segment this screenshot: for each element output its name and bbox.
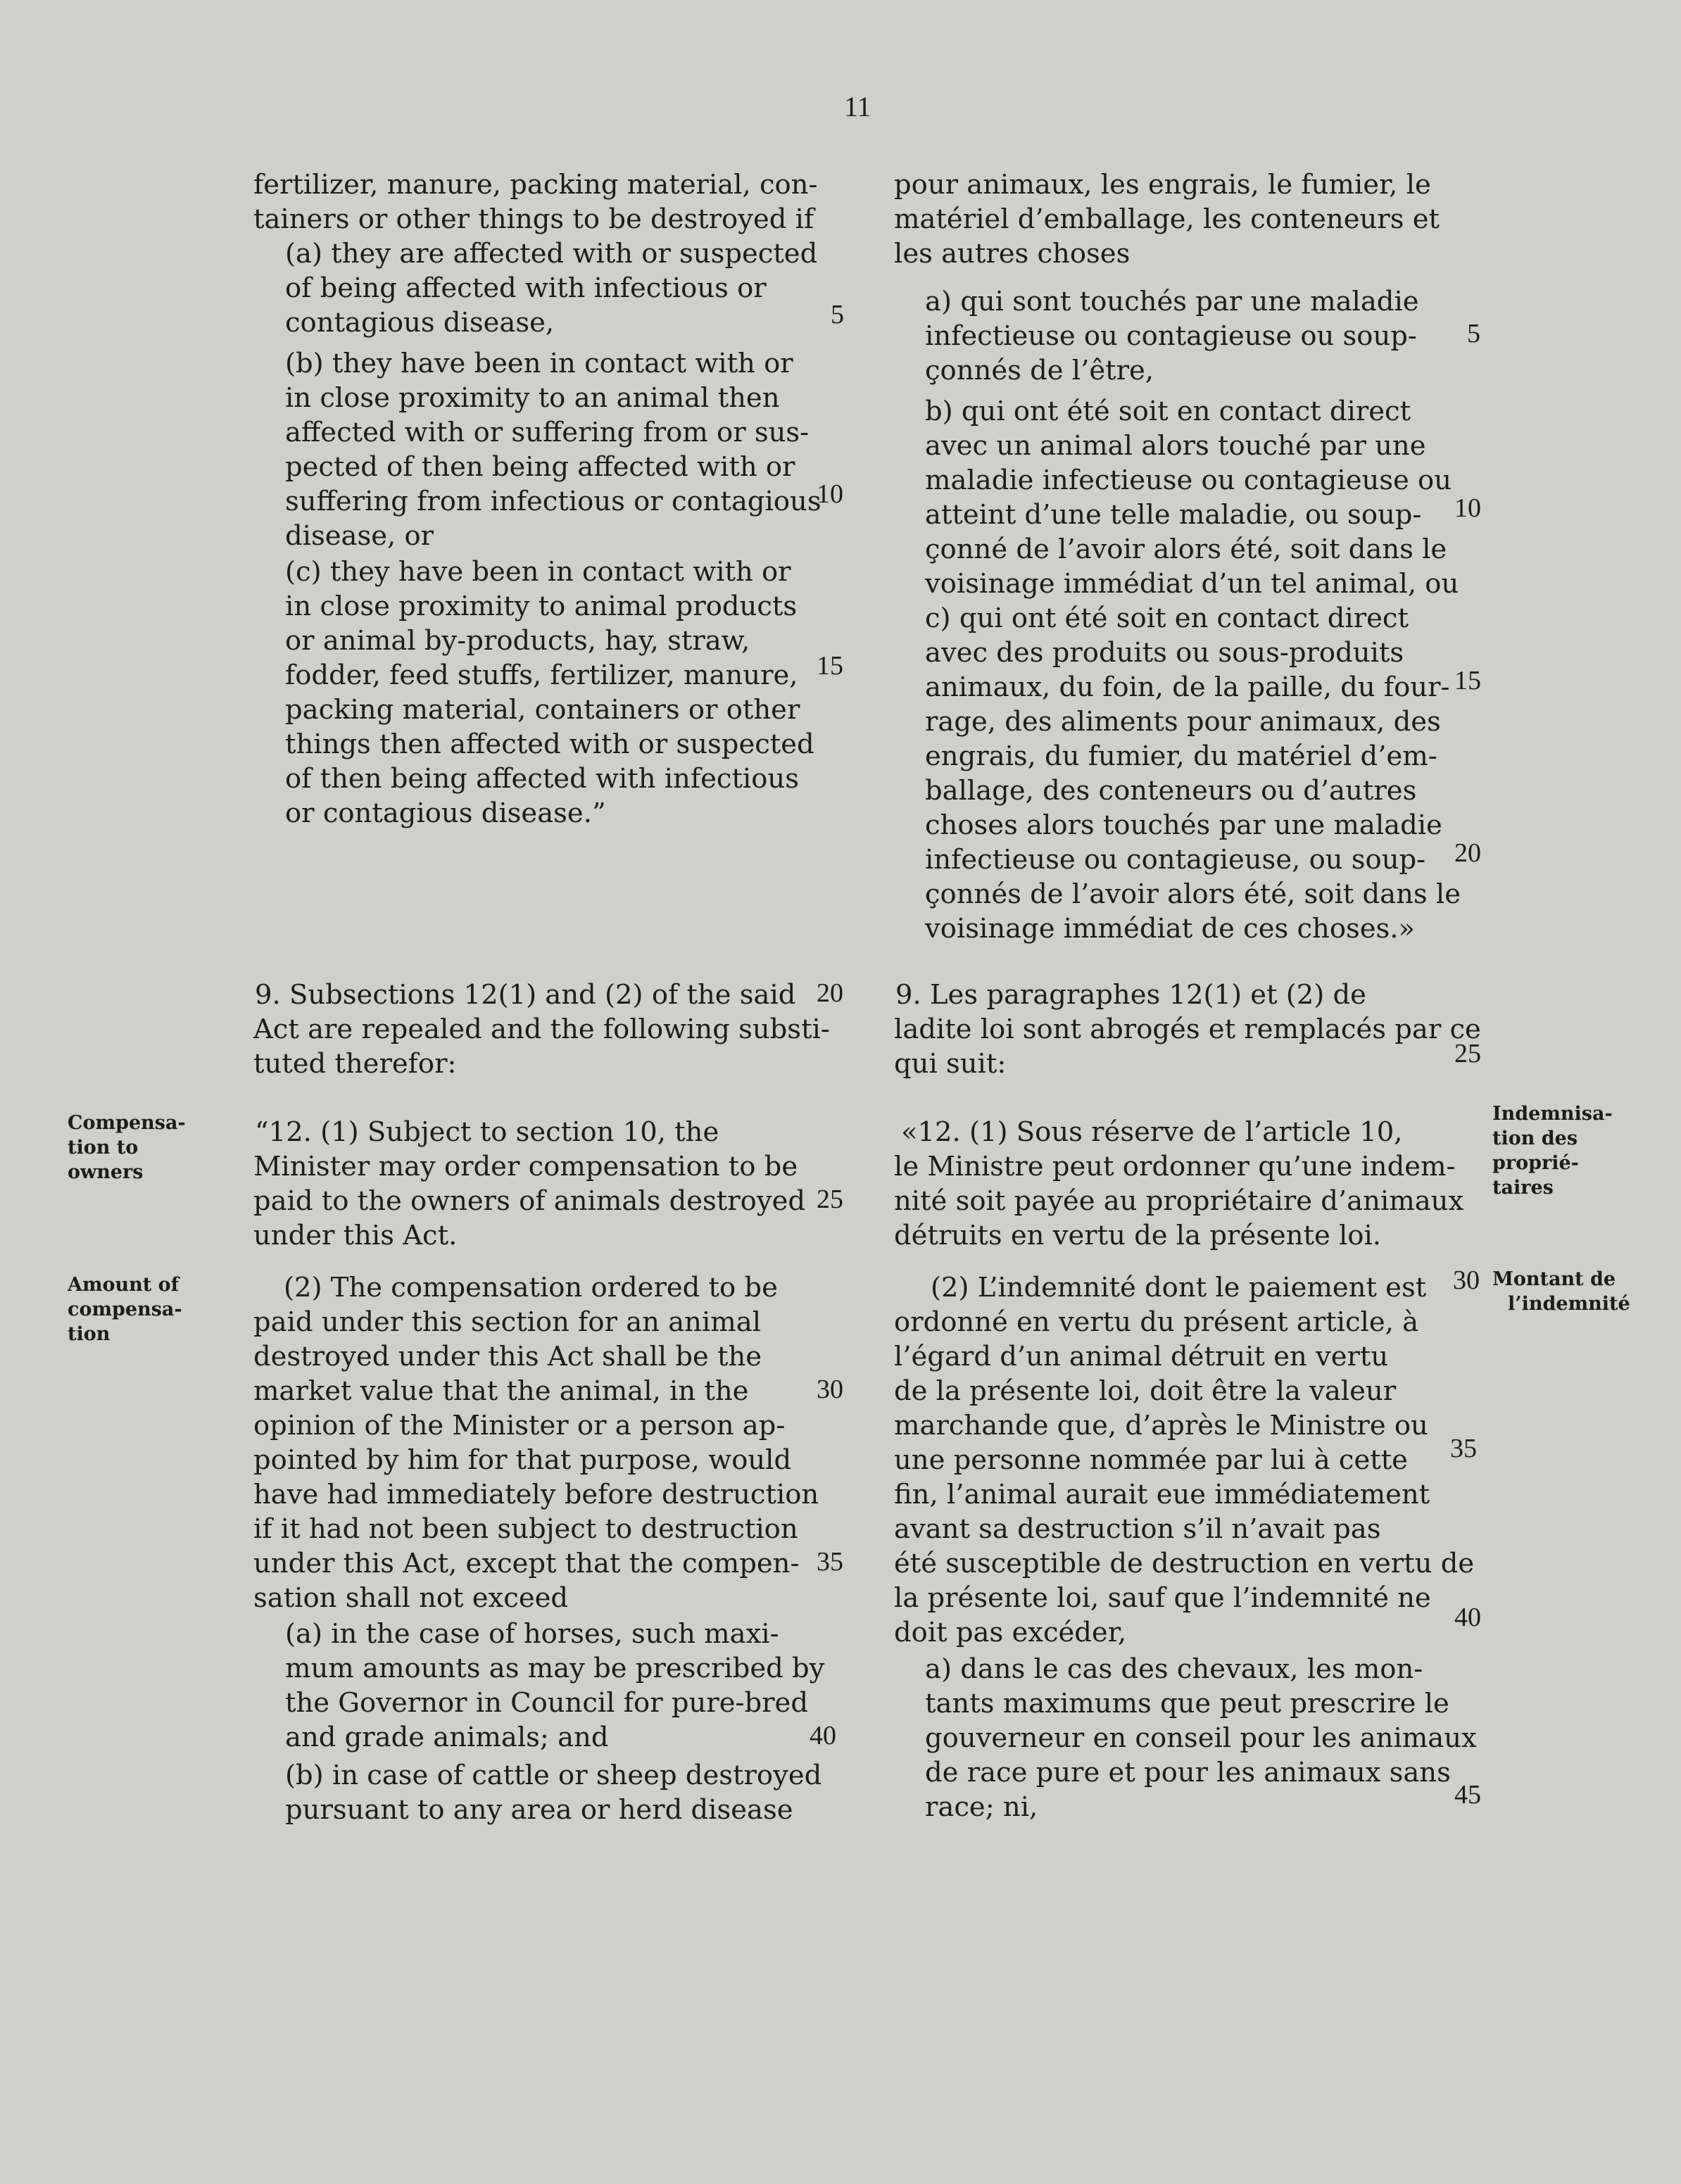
fr-section-9: 9. Les paragraphes 12(1) et (2) de ladite loi sont abrogés et remplacés par ce qui suit:: [894, 979, 1481, 1080]
line-number: 20: [1454, 838, 1481, 868]
margin-note-indemnisation: Indemnisa- tion des proprié- taires: [1492, 1103, 1613, 1199]
en-intro: fertilizer, manure, packing material, con- tainers or other things to be destroyed if: [253, 169, 818, 235]
fr-intro: pour animaux, les engrais, le fumier, le matériel d’emballage, les conteneurs et les autres choses: [894, 169, 1440, 270]
line-number: 25: [1454, 1039, 1481, 1068]
margin-note-compensation-to-owners: Compensa- tion to owners: [68, 1112, 186, 1183]
en-section-9: 9. Subsections 12(1) and (2) of the said Act are repealed and the following substi- tuted therefor:: [253, 979, 830, 1080]
fr-para-a: a) qui sont touchés par une maladie infectieuse ou contagieuse ou soup- çonnés de l’être,: [925, 286, 1419, 386]
en-section-12-2-b: (b) in case of cattle or sheep destroyed pursuant to any area or herd disease: [285, 1760, 822, 1826]
page-number: 11: [844, 91, 871, 122]
en-para-c: (c) they have been in contact with or in close proximity to animal products or animal by-products, hay, straw, fodder, feed stuffs, fertilizer, manure, packing material, containers or other things then affected with or suspected of then being affected with infectious or contagious disease.”: [285, 556, 814, 829]
line-number: 30: [817, 1375, 843, 1404]
en-para-b: (b) they have been in contact with or in close proximity to an animal then affected with or suffering from or sus- pected of then being affected with or suffering from infectious or contagious disease, or: [285, 348, 821, 552]
line-number: 10: [817, 479, 843, 509]
line-number: 45: [1454, 1780, 1481, 1810]
line-number: 25: [817, 1185, 843, 1214]
fr-section-12-1: «12. (1) Sous réserve de l’article 10, le Ministre peut ordonner qu’une indem- nité soit payée au propriétaire d’animaux détruits en vertu de la présente loi.: [894, 1116, 1464, 1251]
en-section-12-2-a: (a) in the case of horses, such maxi- mum amounts as may be prescribed by the Governor in Council for pure-bred and grade animals; and: [285, 1618, 825, 1753]
fr-para-bc: b) qui ont été soit en contact direct avec un animal alors touché par une maladie infectieuse ou contagieuse ou atteint d’une telle maladie, ou soup- çonné de l’avoir alors été, soit dans le voisinage immédiat d’un tel animal, ou c) qui ont été soit en contact direct avec des produits ou sous-produits animaux, du foin, de la paille, du four- rage, des aliments pour animaux, des engrais, du fumier, du matériel d’em- ballage, des conteneurs ou d’autres choses alors touchés par une maladie infectieuse ou contagieuse, ou soup- çonnés de l’avoir alors été, soit dans le voisinage immédiat de ces choses.»: [925, 396, 1461, 945]
margin-note-amount-of-compensation: Amount of compensa- tion: [68, 1274, 182, 1345]
line-number: 35: [1450, 1434, 1477, 1463]
line-number: 15: [1454, 666, 1481, 695]
en-para-a: (a) they are affected with or suspected of being affected with infectious or contagious disease,: [285, 238, 818, 339]
margin-note-montant-indemnite: Montant de l’indemnité: [1492, 1268, 1630, 1315]
line-number: 5: [1467, 319, 1480, 348]
fr-section-12-2: (2) L’indemnité dont le paiement est ordonné en vertu du présent article, à l’égard d’un animal détruit en vertu de la présente loi, doit être la valeur marchande que, d’après le Ministre ou une personne nommée par lui à cette fin, l’animal aurait eue immédiatement avant sa destruction s’il n’avait pas été susceptible de destruction en vertu de la présente loi, sauf que l’indemnité ne doit pas excéder,: [894, 1272, 1475, 1648]
line-number: 5: [831, 300, 844, 329]
line-number: 10: [1454, 493, 1481, 523]
line-number: 15: [817, 651, 843, 681]
line-number: 20: [817, 978, 843, 1008]
line-number: 35: [817, 1547, 843, 1577]
line-number: 40: [810, 1721, 836, 1750]
line-number: 40: [1454, 1603, 1481, 1632]
en-section-12-1: “12. (1) Subject to section 10, the Minister may order compensation to be paid to the owners of animals destroyed under this Act.: [253, 1116, 806, 1251]
line-number: 30: [1453, 1265, 1480, 1295]
en-section-12-2: (2) The compensation ordered to be paid under this section for an animal destroyed under this Act shall be the market value that the animal, in the opinion of the Minister or a person ap- pointed by him for that purpose, would have had immediately before destruction if it had not been subject to destruction under this Act, except that the compen- sation shall not exceed: [253, 1272, 819, 1614]
fr-section-12-2-a: a) dans le cas des chevaux, les mon- tants maximums que peut prescrire le gouverneur en conseil pour les animaux de race pure et pour les animaux sans race; ni,: [925, 1653, 1477, 1823]
